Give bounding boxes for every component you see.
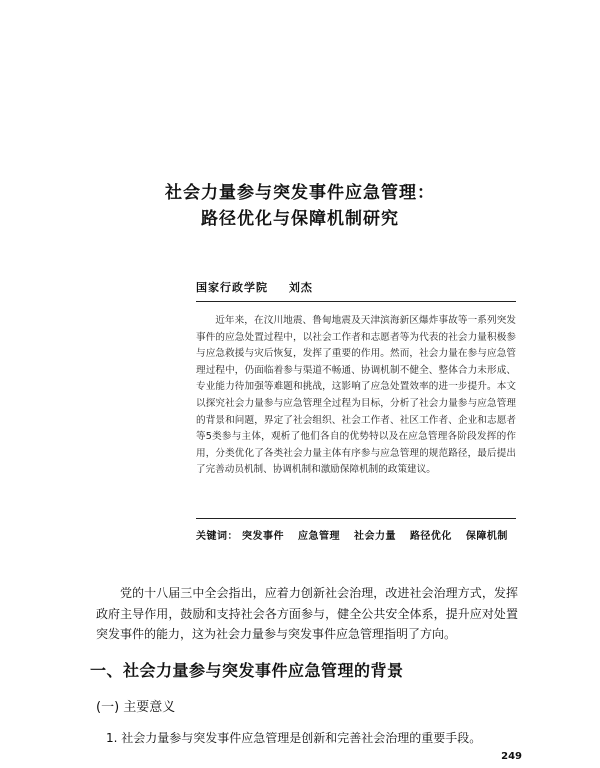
keyword: 应急管理 bbox=[297, 531, 340, 542]
keyword: 路径优化 bbox=[409, 531, 452, 542]
numbered-item: 1. 社会力量参与突发事件应急管理是创新和完善社会治理的重要手段。 bbox=[106, 731, 482, 745]
subsection-heading: (一) 主要意义 bbox=[96, 700, 176, 715]
author-line bbox=[196, 279, 516, 295]
abstract-text: 近年来，在汶川地震、鲁甸地震及天津滨海新区爆炸事故等一系列突发事件的应急处置过程中，以社会工作者和志愿者等为代表的社会力量积极参与应急救援与灾后恢复，发挥了重要的作用。然而，社会力量在参与应急管理过程中，仍面临着参与渠道不畅通、协调机制不健全、整体合力未形成、专业能力待加强等难题和挑战，这影响了应急处置效率的进一步提升。本文以探究社会力量参与应急管理全过程为目标，分析了社会力量参与应急管理的背景和问题，界定了社会组织、社会工作者、社区工作者、企业和志愿者等5类参与主体，观析了他们各自的优势特以及在应急管理各阶段发挥的作用，分类优化了各类社会力量主体有序参与应急管理的规范路径，最后提出了完善动员机制、协调机制和激励保障机制的政策建议。 bbox=[196, 315, 516, 476]
paper-title-line-1: 社会力量参与突发事件应急管理： bbox=[165, 183, 435, 203]
page-number: 249 bbox=[501, 751, 522, 762]
keywords-line bbox=[196, 527, 526, 542]
keywords-label: 关键词： bbox=[196, 531, 238, 542]
keyword: 保障机制 bbox=[465, 531, 508, 542]
section-heading: 一、社会力量参与突发事件应急管理的背景 bbox=[90, 661, 404, 680]
paper-title-line-2: 路径优化与保障机制研究 bbox=[201, 209, 399, 229]
abstract-top-rule bbox=[196, 301, 516, 302]
author-name: 刘杰 bbox=[288, 281, 313, 294]
keyword: 社会力量 bbox=[353, 531, 396, 542]
author-affiliation: 国家行政学院 bbox=[196, 281, 268, 294]
intro-paragraph: 党的十八届三中全会指出，应着力创新社会治理，改进社会治理方式，发挥政府主导作用，鼓励和支持社会各方面参与，健全公共安全体系，提升应对处置突发事件的能力，这为社会力量参与突发事件应急管理指明了方向。 bbox=[96, 586, 518, 641]
abstract-bottom-rule bbox=[196, 518, 516, 519]
keyword: 突发事件 bbox=[241, 531, 284, 542]
